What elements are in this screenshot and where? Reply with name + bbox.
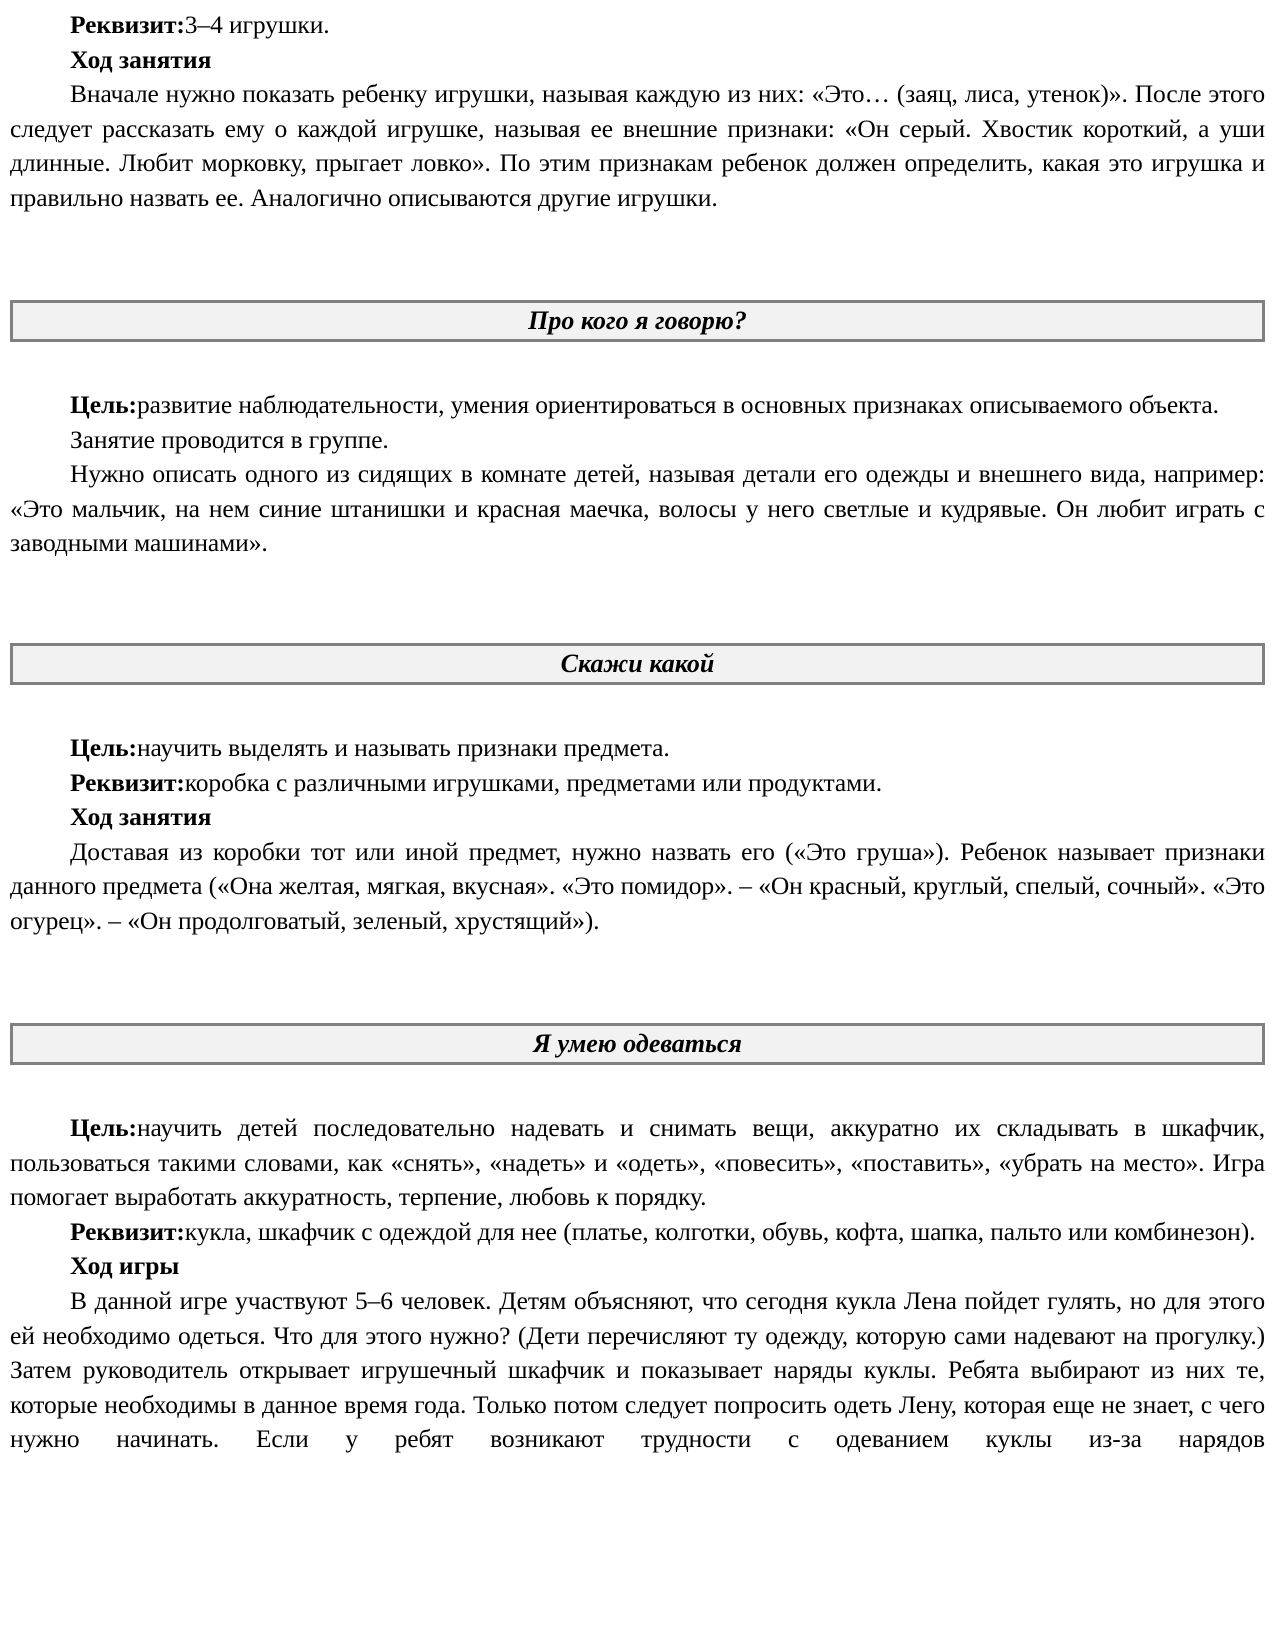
procedure-heading: Ход игры [70,1251,180,1281]
props-text: 3–4 игрушки. [184,10,330,39]
section-title: Я умею одеваться [533,1029,742,1058]
section-3-block [10,1111,1265,1457]
props-paragraph [10,766,1265,801]
body-paragraph: Доставая из коробки тот или иной предмет, нужно назвать его («Это груша»). Ребенок называет признаки данного предмета («Она желтая, мягкая, вкусная». «Это помидор». – «Он красный, круглый, спелый, сочный». «Это огурец». – «Он продолговатый, зеленый, хрустящий»). [10,836,1265,935]
props-paragraph [10,1215,1265,1250]
goal-label: Цель: [70,733,137,762]
intro-block [10,8,1265,216]
section-header-box [10,300,1265,342]
props-text: коробка с различными игрушками, предметами или продуктами. [184,767,882,797]
props-label: Реквизит: [70,767,185,797]
goal-paragraph [10,1111,1265,1215]
section-2-block [10,731,1265,939]
body-paragraph: Нужно описать одного из сидящих в комнате детей, называя детали его одежды и внешнего вида, например: «Это мальчик, на нем синие штанишки и красная маечка, волосы у него светлые и кудрявые. Он любит играть с заводными машинами». [10,459,1265,558]
procedure-heading: Ход занятия [70,44,212,74]
props-label: Реквизит: [70,1216,185,1246]
goal-text: развитие наблюдательности, умения ориентироваться в основных признаках описываемого объекта. [136,390,1219,419]
goal-label: Цель: [70,1113,137,1142]
procedure-heading: Ход занятия [70,802,212,832]
procedure-paragraph: Вначале нужно показать ребенку игрушки, называя каждую из них: «Это… (заяц, лиса, утенок)». После этого следует рассказать ему о каждой игрушке, называя ее внешние признаки: «Он серый. Хвостик короткий, а уши длинные. Любит морковку, прыгает ловко». По этим признакам ребенок должен определить, какая это игрушка и правильно назвать ее. Аналогично описываются другие игрушки. [10,79,1265,212]
goal-paragraph [10,731,1265,766]
props-text: кукла, шкафчик с одеждой для нее (платье, колготки, обувь, кофта, шапка, пальто или комбинезон). [184,1216,1256,1246]
section-1-block [10,388,1265,561]
section-title: Скажи какой [560,649,715,678]
goal-paragraph [10,388,1265,423]
section-header-box [10,1023,1265,1065]
section-header-box [10,643,1265,685]
goal-text: научить выделять и называть признаки предмета. [136,733,670,762]
props-label: Реквизит: [70,10,185,39]
body-paragraph: В данной игре участвуют 5–6 человек. Детям объясняют, что сегодня кукла Лена пойдет гулять, но для этого ей необходимо одеться. Что для этого нужно? (Дети перечисляют ту одежду, которую сами надевают на прогулку.) Затем руководитель открывает игрушечный шкафчик и показывает наряды куклы. Ребята выбирают из них те, которые необходимы в данное время года. Только потом следует попросить одеть Лену, которая еще не знает, с чего нужно начинать. Если у ребят возникают трудности с одеванием куклы из-за нарядов [10,1285,1265,1454]
intro-props-line [10,8,1265,43]
goal-text: научить детей последовательно надевать и снимать вещи, аккуратно их складывать в шкафчик, пользоваться такими словами, как «снять», «надеть» и «одеть», «повесить», «поставить», «убрать на место». Игра помогает выработать аккуратность, терпение, любовь к порядку. [10,1113,1265,1212]
note-paragraph: Занятие проводится в группе. [70,424,389,454]
goal-label: Цель: [70,390,137,419]
section-title: Про кого я говорю? [528,306,747,335]
